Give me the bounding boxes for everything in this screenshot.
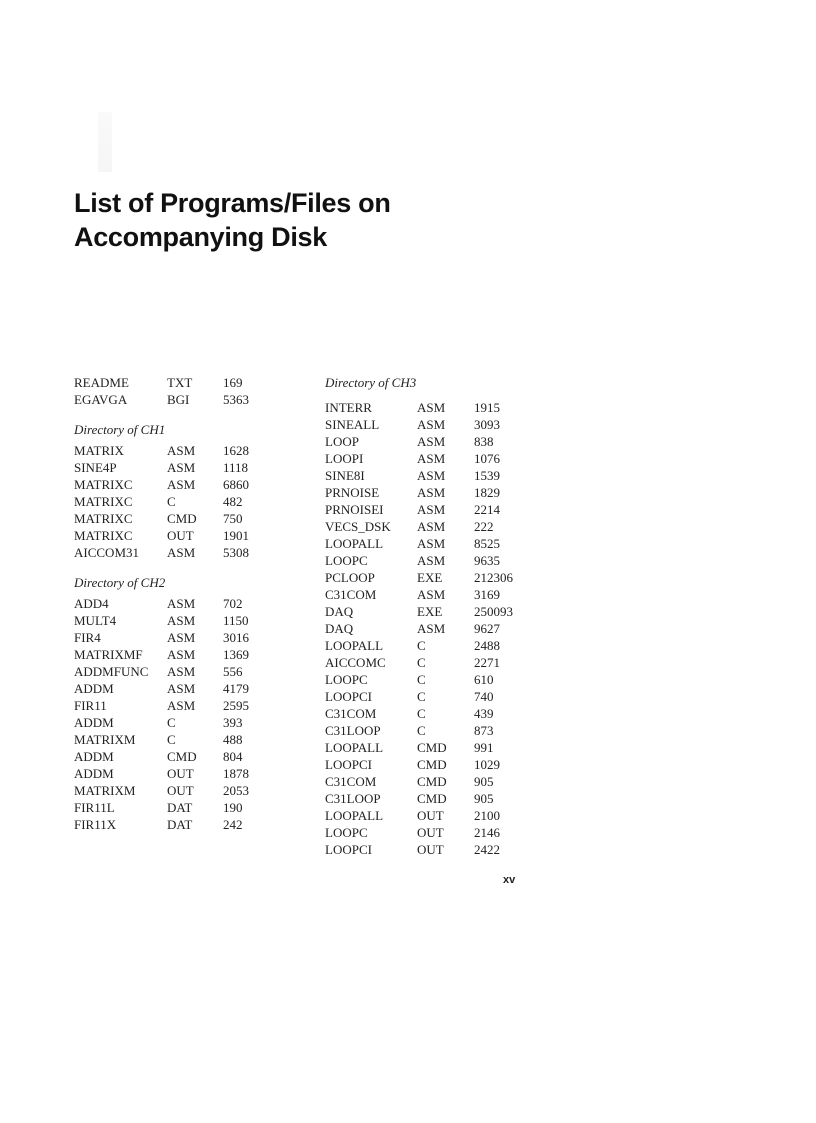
file-extension: BGI xyxy=(167,392,190,407)
file-extension: OUT xyxy=(167,766,194,781)
file-name: AICCOMC xyxy=(325,655,386,670)
file-extension: OUT xyxy=(167,783,194,798)
file-size: 1029 xyxy=(474,757,500,772)
file-name: LOOPALL xyxy=(325,536,384,551)
file-name: PCLOOP xyxy=(325,570,375,585)
file-size: 1539 xyxy=(474,468,500,483)
file-row xyxy=(74,510,243,527)
file-name: MATRIXC xyxy=(74,494,133,509)
file-name: C31COM xyxy=(325,587,377,602)
file-extension: C xyxy=(167,494,176,509)
file-name: LOOPC xyxy=(325,672,368,687)
file-size: 488 xyxy=(223,732,243,747)
file-size: 2100 xyxy=(474,808,500,823)
file-size: 905 xyxy=(474,774,494,789)
file-size: 2422 xyxy=(474,842,500,857)
file-row xyxy=(74,748,243,765)
file-size: 212306 xyxy=(474,570,513,585)
file-extension: ASM xyxy=(417,451,446,466)
file-extension: ASM xyxy=(417,519,446,534)
file-name: MATRIXC xyxy=(74,477,133,492)
file-row xyxy=(325,620,500,637)
file-extension: EXE xyxy=(417,604,443,619)
file-size: 9627 xyxy=(474,621,500,636)
file-extension: DAT xyxy=(167,817,193,832)
file-size: 439 xyxy=(474,706,494,721)
file-size: 393 xyxy=(223,715,243,730)
file-name: LOOPALL xyxy=(325,808,384,823)
file-row xyxy=(74,374,243,391)
file-name: SINE8I xyxy=(325,468,365,483)
file-row xyxy=(325,705,494,722)
file-extension: ASM xyxy=(167,681,196,696)
file-row xyxy=(325,790,494,807)
file-size: 1118 xyxy=(223,460,249,475)
file-extension: ASM xyxy=(167,698,196,713)
title-line-2: Accompanying Disk xyxy=(74,222,327,252)
file-extension: OUT xyxy=(167,528,194,543)
file-extension: C xyxy=(417,706,426,721)
file-name: C31LOOP xyxy=(325,723,381,738)
file-row xyxy=(325,688,494,705)
file-row xyxy=(74,595,243,612)
file-extension: ASM xyxy=(417,434,446,449)
file-name: FIR4 xyxy=(74,630,101,645)
file-size: 1915 xyxy=(474,400,500,415)
file-name: EGAVGA xyxy=(74,392,128,407)
file-row xyxy=(74,646,249,663)
file-row xyxy=(74,612,249,629)
file-extension: ASM xyxy=(417,417,446,432)
file-row xyxy=(74,816,243,833)
file-extension: ASM xyxy=(167,545,196,560)
file-size: 8525 xyxy=(474,536,500,551)
file-size: 804 xyxy=(223,749,243,764)
file-row xyxy=(325,399,500,416)
file-name: LOOPCI xyxy=(325,842,372,857)
file-size: 2271 xyxy=(474,655,500,670)
file-size: 3093 xyxy=(474,417,500,432)
file-row xyxy=(325,535,500,552)
file-name: MATRIXM xyxy=(74,732,136,747)
file-size: 2053 xyxy=(223,783,249,798)
file-row xyxy=(325,756,500,773)
file-size: 1829 xyxy=(474,485,500,500)
file-size: 905 xyxy=(474,791,494,806)
file-name: README xyxy=(74,375,129,390)
file-name: LOOPCI xyxy=(325,757,372,772)
file-size: 1901 xyxy=(223,528,249,543)
file-size: 190 xyxy=(223,800,243,815)
file-row xyxy=(74,527,249,544)
directory-heading: Directory of CH1 xyxy=(74,422,166,437)
file-name: ADDM xyxy=(74,766,114,781)
file-extension: C xyxy=(167,732,176,747)
file-name: MULT4 xyxy=(74,613,117,628)
file-size: 2488 xyxy=(474,638,500,653)
file-row xyxy=(325,501,500,518)
file-size: 169 xyxy=(223,375,243,390)
file-extension: ASM xyxy=(167,596,196,611)
file-size: 750 xyxy=(223,511,243,526)
file-extension: ASM xyxy=(417,536,446,551)
file-extension: EXE xyxy=(417,570,443,585)
file-name: AICCOM31 xyxy=(74,545,140,560)
title-line-1: List of Programs/Files on xyxy=(74,188,391,218)
file-row xyxy=(325,739,494,756)
page-title xyxy=(74,186,391,254)
file-extension: ASM xyxy=(417,485,446,500)
file-size: 5363 xyxy=(223,392,249,407)
file-name: LOOPALL xyxy=(325,638,384,653)
directory-ch2-section xyxy=(74,574,249,833)
file-name: ADDM xyxy=(74,715,114,730)
file-size: 482 xyxy=(223,494,243,509)
file-extension: C xyxy=(167,715,176,730)
file-row xyxy=(325,841,500,858)
file-extension: ASM xyxy=(417,553,446,568)
file-row xyxy=(325,637,500,654)
file-name: MATRIXC xyxy=(74,511,133,526)
file-name: LOOP xyxy=(325,434,359,449)
file-extension: ASM xyxy=(417,587,446,602)
margin-mark xyxy=(98,112,112,172)
file-row xyxy=(325,433,494,450)
file-extension: C xyxy=(417,723,426,738)
file-name: INTERR xyxy=(325,400,372,415)
file-size: 2595 xyxy=(223,698,249,713)
file-name: ADDMFUNC xyxy=(74,664,149,679)
directory-heading: Directory of CH2 xyxy=(74,575,166,590)
file-row xyxy=(325,603,513,620)
file-extension: ASM xyxy=(417,468,446,483)
file-size: 5308 xyxy=(223,545,249,560)
directory-heading: Directory of CH3 xyxy=(325,375,417,390)
file-row xyxy=(74,476,249,493)
file-extension: CMD xyxy=(417,774,447,789)
directory-ch1-section xyxy=(74,421,249,561)
file-name: MATRIXM xyxy=(74,783,136,798)
file-name: C31LOOP xyxy=(325,791,381,806)
file-name: FIR11 xyxy=(74,698,107,713)
file-row xyxy=(74,442,249,459)
file-row xyxy=(325,450,500,467)
file-name: MATRIXC xyxy=(74,528,133,543)
directory-ch3-section xyxy=(325,374,513,858)
file-size: 242 xyxy=(223,817,243,832)
file-row xyxy=(74,782,249,799)
file-extension: C xyxy=(417,655,426,670)
file-size: 2214 xyxy=(474,502,500,517)
file-extension: C xyxy=(417,689,426,704)
file-size: 3169 xyxy=(474,587,500,602)
file-size: 838 xyxy=(474,434,494,449)
file-name: DAQ xyxy=(325,621,354,636)
file-row xyxy=(325,552,500,569)
file-row xyxy=(74,493,243,510)
file-row xyxy=(325,807,500,824)
file-row xyxy=(325,586,500,603)
file-name: LOOPC xyxy=(325,825,368,840)
file-size: 2146 xyxy=(474,825,500,840)
file-name: C31COM xyxy=(325,774,377,789)
file-row xyxy=(74,391,249,408)
file-size: 6860 xyxy=(223,477,249,492)
file-size: 991 xyxy=(474,740,494,755)
file-extension: C xyxy=(417,638,426,653)
file-extension: DAT xyxy=(167,800,193,815)
file-extension: ASM xyxy=(167,443,196,458)
file-row xyxy=(74,714,243,731)
file-extension: CMD xyxy=(167,511,197,526)
file-extension: ASM xyxy=(167,664,196,679)
file-extension: ASM xyxy=(417,400,446,415)
file-row xyxy=(325,416,500,433)
file-name: FIR11X xyxy=(74,817,117,832)
file-row xyxy=(325,467,500,484)
file-name: PRNOISEI xyxy=(325,502,384,517)
file-size: 1878 xyxy=(223,766,249,781)
file-row xyxy=(325,773,494,790)
file-name: LOOPALL xyxy=(325,740,384,755)
file-row xyxy=(325,484,500,501)
file-name: ADDM xyxy=(74,749,114,764)
file-row xyxy=(74,629,249,646)
file-extension: ASM xyxy=(167,630,196,645)
file-extension: ASM xyxy=(167,477,196,492)
file-name: LOOPC xyxy=(325,553,368,568)
file-row xyxy=(74,680,249,697)
file-extension: CMD xyxy=(417,757,447,772)
file-extension: ASM xyxy=(417,502,446,517)
file-extension: OUT xyxy=(417,842,444,857)
file-extension: CMD xyxy=(417,740,447,755)
file-size: 610 xyxy=(474,672,494,687)
file-row xyxy=(74,799,243,816)
file-row xyxy=(74,459,249,476)
file-extension: ASM xyxy=(167,647,196,662)
file-row xyxy=(325,569,513,586)
file-name: ADD4 xyxy=(74,596,109,611)
file-row xyxy=(74,544,249,561)
file-name: MATRIX xyxy=(74,443,124,458)
file-size: 3016 xyxy=(223,630,249,645)
file-name: SINE4P xyxy=(74,460,117,475)
file-size: 873 xyxy=(474,723,494,738)
file-name: SINEALL xyxy=(325,417,380,432)
file-name: ADDM xyxy=(74,681,114,696)
file-name: C31COM xyxy=(325,706,377,721)
file-size: 250093 xyxy=(474,604,513,619)
file-row xyxy=(74,697,249,714)
file-row xyxy=(74,765,249,782)
file-row xyxy=(325,824,500,841)
root-file-list xyxy=(74,374,249,408)
file-extension: ASM xyxy=(167,613,196,628)
file-list-left-column xyxy=(74,374,249,833)
file-size: 222 xyxy=(474,519,494,534)
file-size: 740 xyxy=(474,689,494,704)
page-number: xv xyxy=(503,874,516,886)
file-size: 9635 xyxy=(474,553,500,568)
file-row xyxy=(325,671,494,688)
file-size: 556 xyxy=(223,664,243,679)
file-row xyxy=(74,731,243,748)
file-size: 1628 xyxy=(223,443,249,458)
file-extension: OUT xyxy=(417,825,444,840)
file-size: 1150 xyxy=(223,613,249,628)
file-list-right-column xyxy=(325,374,513,858)
file-extension: ASM xyxy=(167,460,196,475)
file-extension: CMD xyxy=(167,749,197,764)
file-extension: OUT xyxy=(417,808,444,823)
file-size: 1076 xyxy=(474,451,500,466)
file-extension: C xyxy=(417,672,426,687)
file-size: 4179 xyxy=(223,681,249,696)
file-row xyxy=(74,663,243,680)
file-row xyxy=(325,518,494,535)
file-name: VECS_DSK xyxy=(325,519,391,534)
file-extension: TXT xyxy=(167,375,193,390)
file-row xyxy=(325,722,494,739)
file-name: LOOPCI xyxy=(325,689,372,704)
file-name: FIR11L xyxy=(74,800,115,815)
file-extension: ASM xyxy=(417,621,446,636)
file-extension: CMD xyxy=(417,791,447,806)
file-size: 1369 xyxy=(223,647,249,662)
file-size: 702 xyxy=(223,596,243,611)
file-name: LOOPI xyxy=(325,451,364,466)
file-name: MATRIXMF xyxy=(74,647,143,662)
file-row xyxy=(325,654,500,671)
file-name: DAQ xyxy=(325,604,354,619)
file-name: PRNOISE xyxy=(325,485,380,500)
